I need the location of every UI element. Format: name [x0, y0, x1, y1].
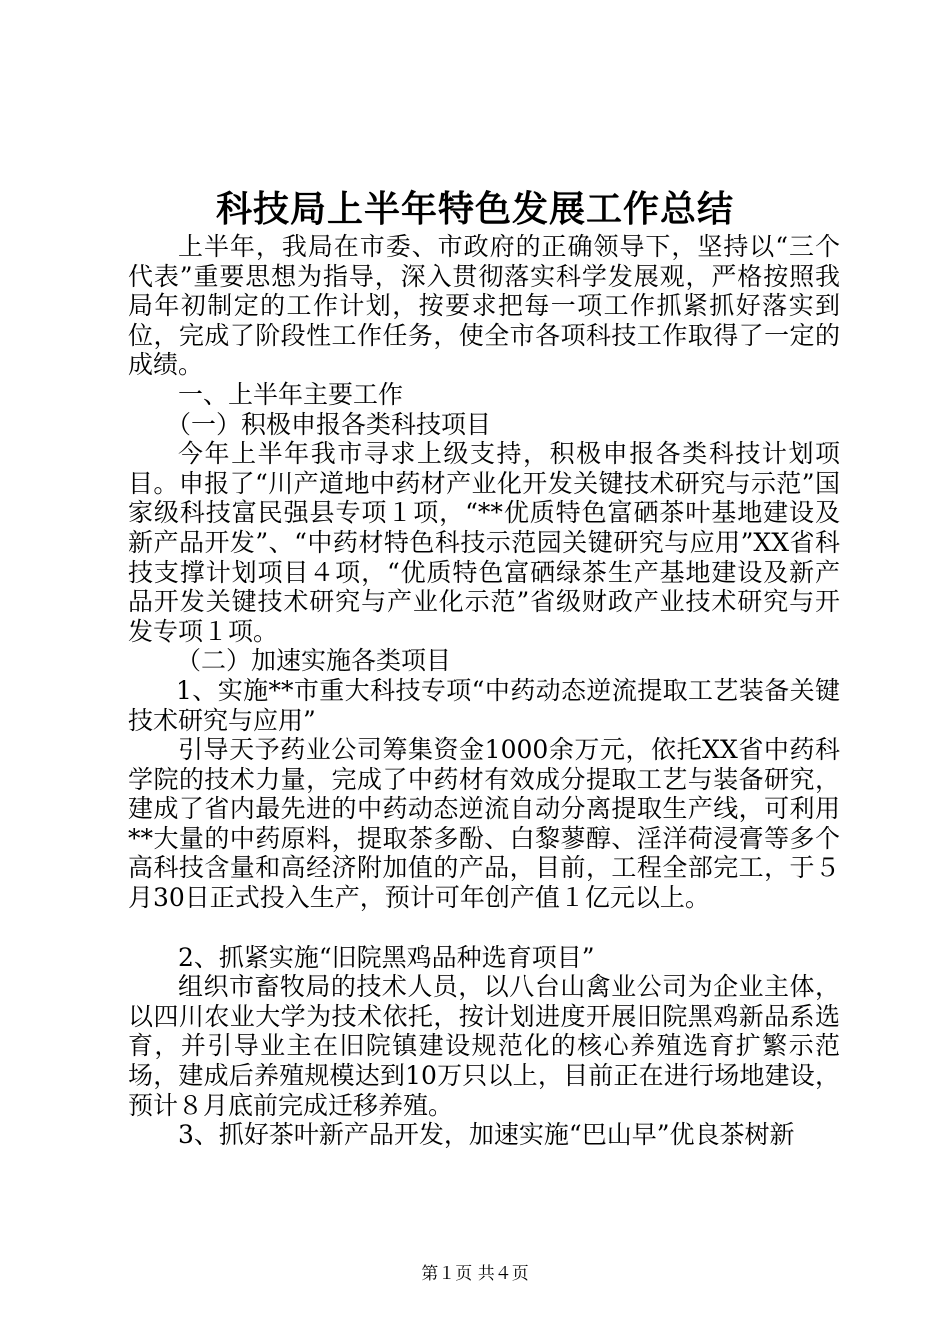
paragraph-gap — [128, 913, 840, 943]
paragraph-item-2: 组织市畜牧局的技术人员，以八台山禽业公司为企业主体，以四川农业大学为技术依托，按计划进度开展旧院黑鸡新品系选育，并引导业主在旧院镇建设规范化的核心养殖选育扩繁示范场，建成后养殖规模达到10万只以上，目前正在进行场地建设，预计８月底前完成迁移养殖。 — [128, 972, 840, 1120]
heading-section-1: 一、上半年主要工作 — [178, 379, 404, 409]
heading-item-3: 3、抓好茶叶新产品开发，加速实施“巴山早”优良茶树新 — [178, 1120, 795, 1150]
heading-item-1: 1、实施**市重大科技专项“中药动态逆流提取工艺装备关键技术研究与应用” — [128, 675, 840, 735]
heading-item-2: 2、抓紧实施“旧院黑鸡品种选育项目” — [178, 942, 595, 972]
page-footer: 第１页 共４页 — [421, 1264, 529, 1284]
document-title: 科技局上半年特色发展工作总结 — [215, 188, 734, 230]
document-body — [128, 232, 840, 1150]
paragraph-item-1: 引导天予药业公司筹集资金1000余万元，依托XX省中药科学院的技术力量，完成了中药材有效成分提取工艺与装备研究，建成了省内最先进的中药动态逆流自动分离提取生产线，可利用**大量的中药原料，提取茶多酚、白黎蓼醇、淫洋荷浸膏等多个高科技含量和高经济附加值的产品，目前，工程全部完工，于５月30日正式投入生产，预计可年创产值１亿元以上。 — [128, 735, 840, 913]
heading-subsection-2: （二）加速实施各类项目 — [176, 646, 452, 676]
paragraph-projects-applied: 今年上半年我市寻求上级支持，积极申报各类科技计划项目。申报了“川产道地中药材产业化开发关键技术研究与示范”国家级科技富民强县专项１项，“**优质特色富硒茶叶基地建设及新产品开发”、“中药材特色科技示范园关键研究与应用”XX省科技支撑计划项目４项，“优质特色富硒绿茶生产基地建设及新产品开发关键技术研究与产业化示范”省级财政产业技术研究与开发专项１项。 — [128, 439, 840, 646]
heading-subsection-1: （一）积极申报各类科技项目 — [166, 409, 492, 439]
paragraph-intro: 上半年，我局在市委、市政府的正确领导下，坚持以“三个代表”重要思想为指导，深入贯彻落实科学发展观，严格按照我局年初制定的工作计划，按要求把每一项工作抓紧抓好落实到位，完成了阶段性工作任务，使全市各项科技工作取得了一定的成绩。 — [128, 232, 840, 380]
